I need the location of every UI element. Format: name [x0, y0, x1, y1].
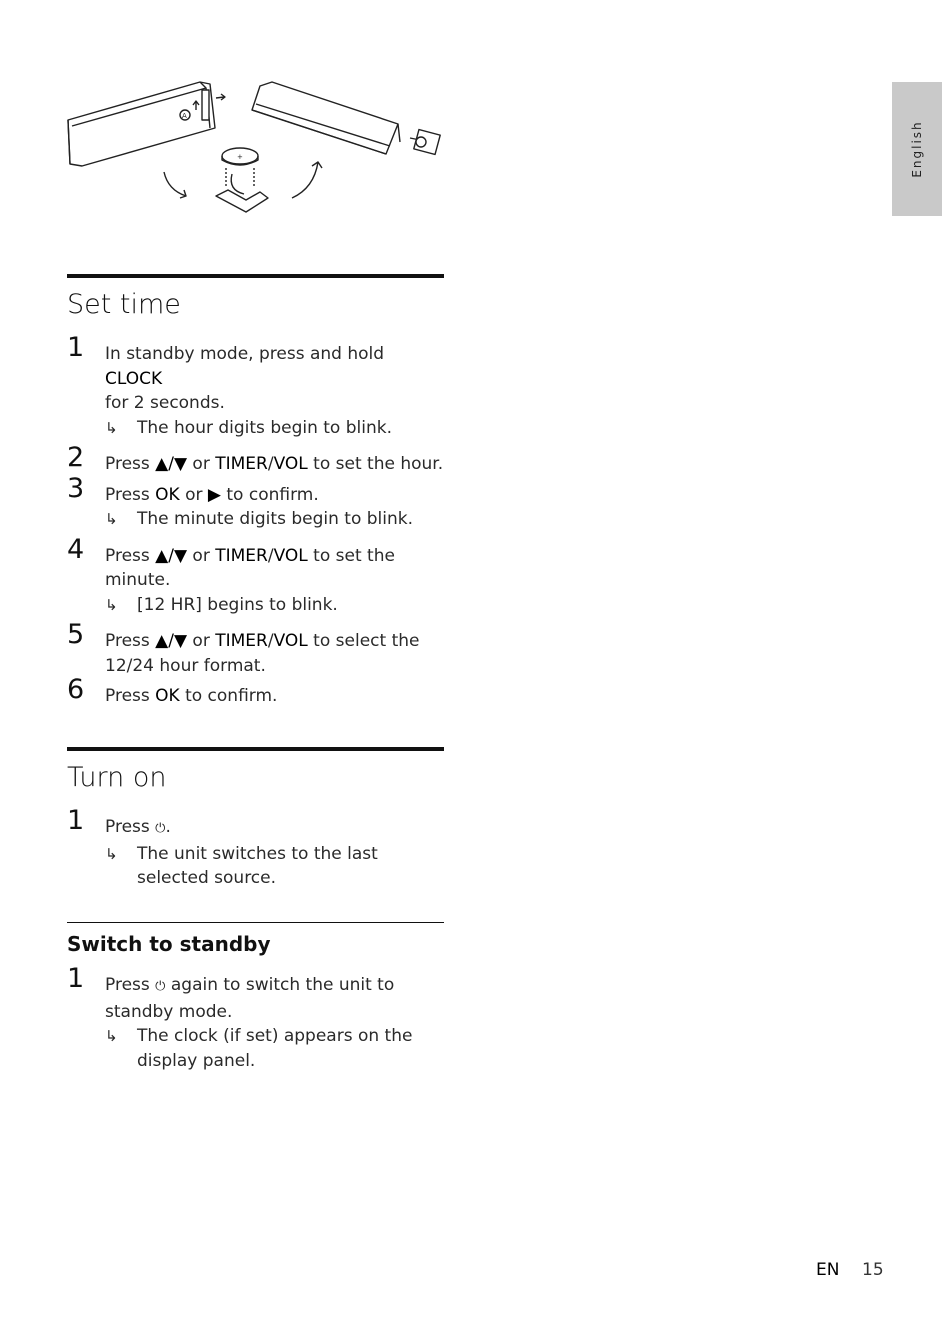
- step-number: 5: [67, 619, 85, 650]
- standby-section: [67, 922, 444, 1073]
- set-time-section: [67, 274, 444, 709]
- svg-text:A: A: [182, 112, 187, 120]
- section-rule: [67, 274, 444, 278]
- timer-key: TIMER: [215, 631, 268, 651]
- timer-key: TIMER: [215, 545, 268, 566]
- svg-text:+: +: [237, 153, 243, 161]
- step-result: ↳ The unit switches to the last selected source.: [105, 843, 378, 888]
- step-number: 4: [67, 533, 85, 565]
- set-time-title: Set time: [67, 289, 181, 320]
- result-arrow-icon: ↳: [105, 418, 118, 437]
- step-result: ↳ The clock (if set) appears on the display panel.: [105, 1026, 413, 1071]
- ok-key: OK: [155, 484, 180, 505]
- set-time-step-1: 1 In standby mode, press and hold CLOCK for 2 seconds. ↳ The hour digits begin to blink.: [67, 342, 444, 440]
- page-number: 15: [862, 1260, 884, 1280]
- power-icon: ⏻: [155, 821, 166, 836]
- section-rule: [67, 922, 444, 923]
- ok-key: OK: [155, 686, 180, 706]
- result-arrow-icon: ↳: [105, 844, 118, 863]
- step-result: ↳ [12 HR] begins to blink.: [105, 593, 444, 618]
- vol-key: VOL: [273, 454, 308, 474]
- standby-title: Switch to standby: [67, 932, 271, 956]
- turn-on-title: Turn on: [67, 762, 167, 793]
- step-result: ↳ The minute digits begin to blink.: [105, 507, 444, 532]
- set-time-step-6: 6 Press OK to confirm.: [67, 674, 278, 706]
- vol-key: VOL: [273, 631, 308, 651]
- set-time-step-4: 4 Press ▲/▼ or TIMER/VOL to set the minute. ↳ [12 HR] begins to blink.: [67, 544, 444, 618]
- up-down-keys: ▲/▼: [155, 545, 188, 566]
- step-number: 3: [67, 472, 85, 504]
- step-number: 1: [67, 963, 85, 994]
- result-arrow-icon: ↳: [105, 595, 118, 614]
- step-number: 1: [67, 332, 85, 363]
- step-number: 1: [67, 805, 85, 836]
- up-down-keys: ▲/▼: [155, 454, 188, 474]
- clock-key: CLOCK: [105, 368, 163, 389]
- footer-language: EN: [816, 1260, 840, 1280]
- vol-key: VOL: [273, 545, 308, 566]
- timer-key: TIMER: [215, 454, 268, 474]
- battery-replacement-illustration: [60, 70, 455, 230]
- language-tab-label: English: [910, 120, 924, 178]
- step-result: ↳ The hour digits begin to blink.: [105, 416, 444, 441]
- set-time-step-3: 3 Press OK or ▶ to confirm. ↳ The minute digits begin to blink.: [67, 483, 444, 532]
- language-tab: [892, 82, 942, 216]
- step-number: 2: [67, 442, 85, 473]
- up-down-keys: ▲/▼: [155, 631, 188, 651]
- turn-on-step-1: 1 Press ⏻. ↳ The unit switches to the last selected source.: [67, 815, 444, 891]
- set-time-step-2: 2 Press ▲/▼ or TIMER/VOL to set the hour.: [67, 442, 444, 474]
- result-arrow-icon: ↳: [105, 510, 118, 528]
- result-arrow-icon: ↳: [105, 1027, 118, 1045]
- set-time-step-5: 5 Press ▲/▼ or TIMER/VOL to select the 12/24 hour format.: [67, 619, 420, 676]
- play-icon: ▶: [207, 484, 221, 505]
- power-icon: ⏻: [155, 979, 166, 994]
- standby-step-1: 1 Press ⏻ again to switch the unit to standby mode. ↳ The clock (if set) appears on the display panel.: [67, 973, 444, 1073]
- turn-on-section: [67, 747, 444, 891]
- step-number: 6: [67, 674, 85, 705]
- section-rule: [67, 747, 444, 751]
